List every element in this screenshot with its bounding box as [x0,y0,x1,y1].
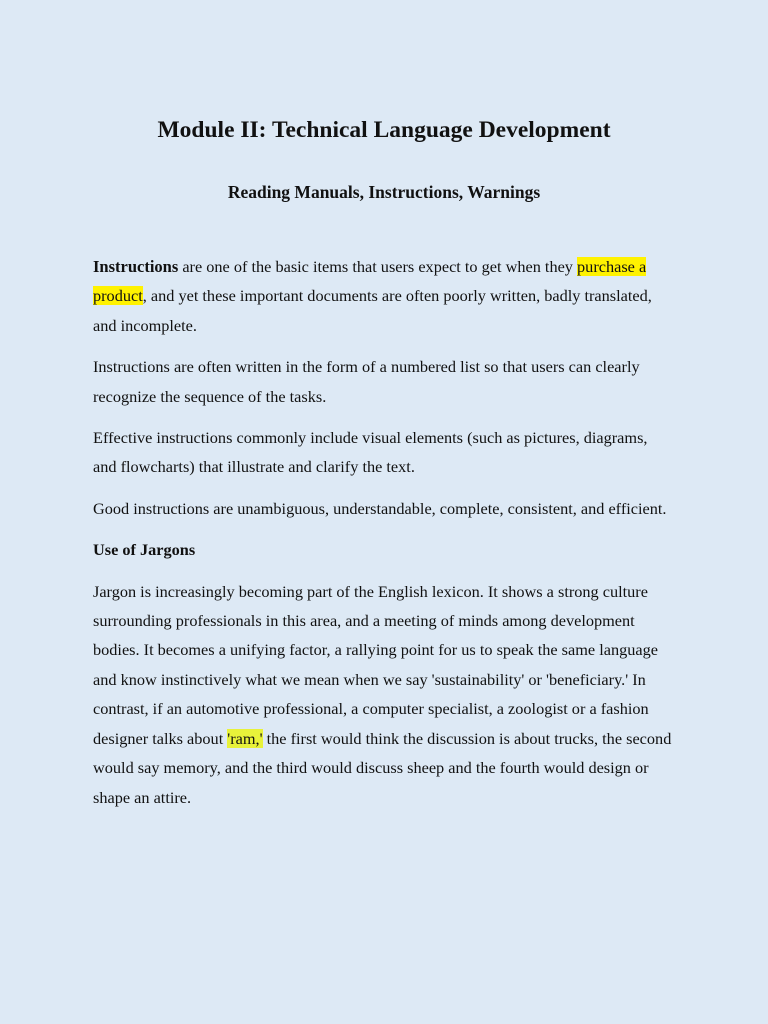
document-subtitle: Reading Manuals, Instructions, Warnings [227,182,541,202]
section-heading-jargons: Use of Jargons [93,540,196,560]
paragraph-visual-elements: Effective instructions commonly include visual elements (such as pictures, diagrams, and flowcharts) that illustrate and clarify the text. [93,428,648,477]
paragraph-jargon [93,577,675,812]
paragraph-text: , and yet these important documents are often poorly written, badly translated, and incomplete. [93,286,652,335]
paragraph-text: Jargon is increasingly becoming part of the English lexicon. It shows a strong culture surrounding professionals in this area, and a meeting of minds among development bodies. It becomes a unifying factor, a rallying point for us to speak the same language and know instinctively what we mean when we say 'sustainability' or 'beneficiary.' In contrast, if an automotive professional, a computer specialist, a zoologist or a fashion designer talks about [93,581,658,748]
paragraph-instructions-intro [93,252,675,340]
highlighted-phrase: purchase a product [93,257,647,306]
paragraph-good-instructions: Good instructions are unambiguous, understandable, complete, consistent, and efficient. [93,498,667,518]
lead-term-instructions: Instructions [93,257,179,276]
paragraph-numbered-list: Instructions are often written in the form of a numbered list so that users can clearly recognize the sequence of the tasks. [93,357,640,406]
paragraph-text: the first would think the discussion is about trucks, the second would say memory, and the third would discuss sheep and the fourth would design or shape an attire. [93,728,672,807]
document-title: Module II: Technical Language Development [157,117,611,143]
highlighted-phrase: 'ram,' [227,728,263,748]
paragraph-text: are one of the basic items that users expect to get when they [178,257,578,276]
